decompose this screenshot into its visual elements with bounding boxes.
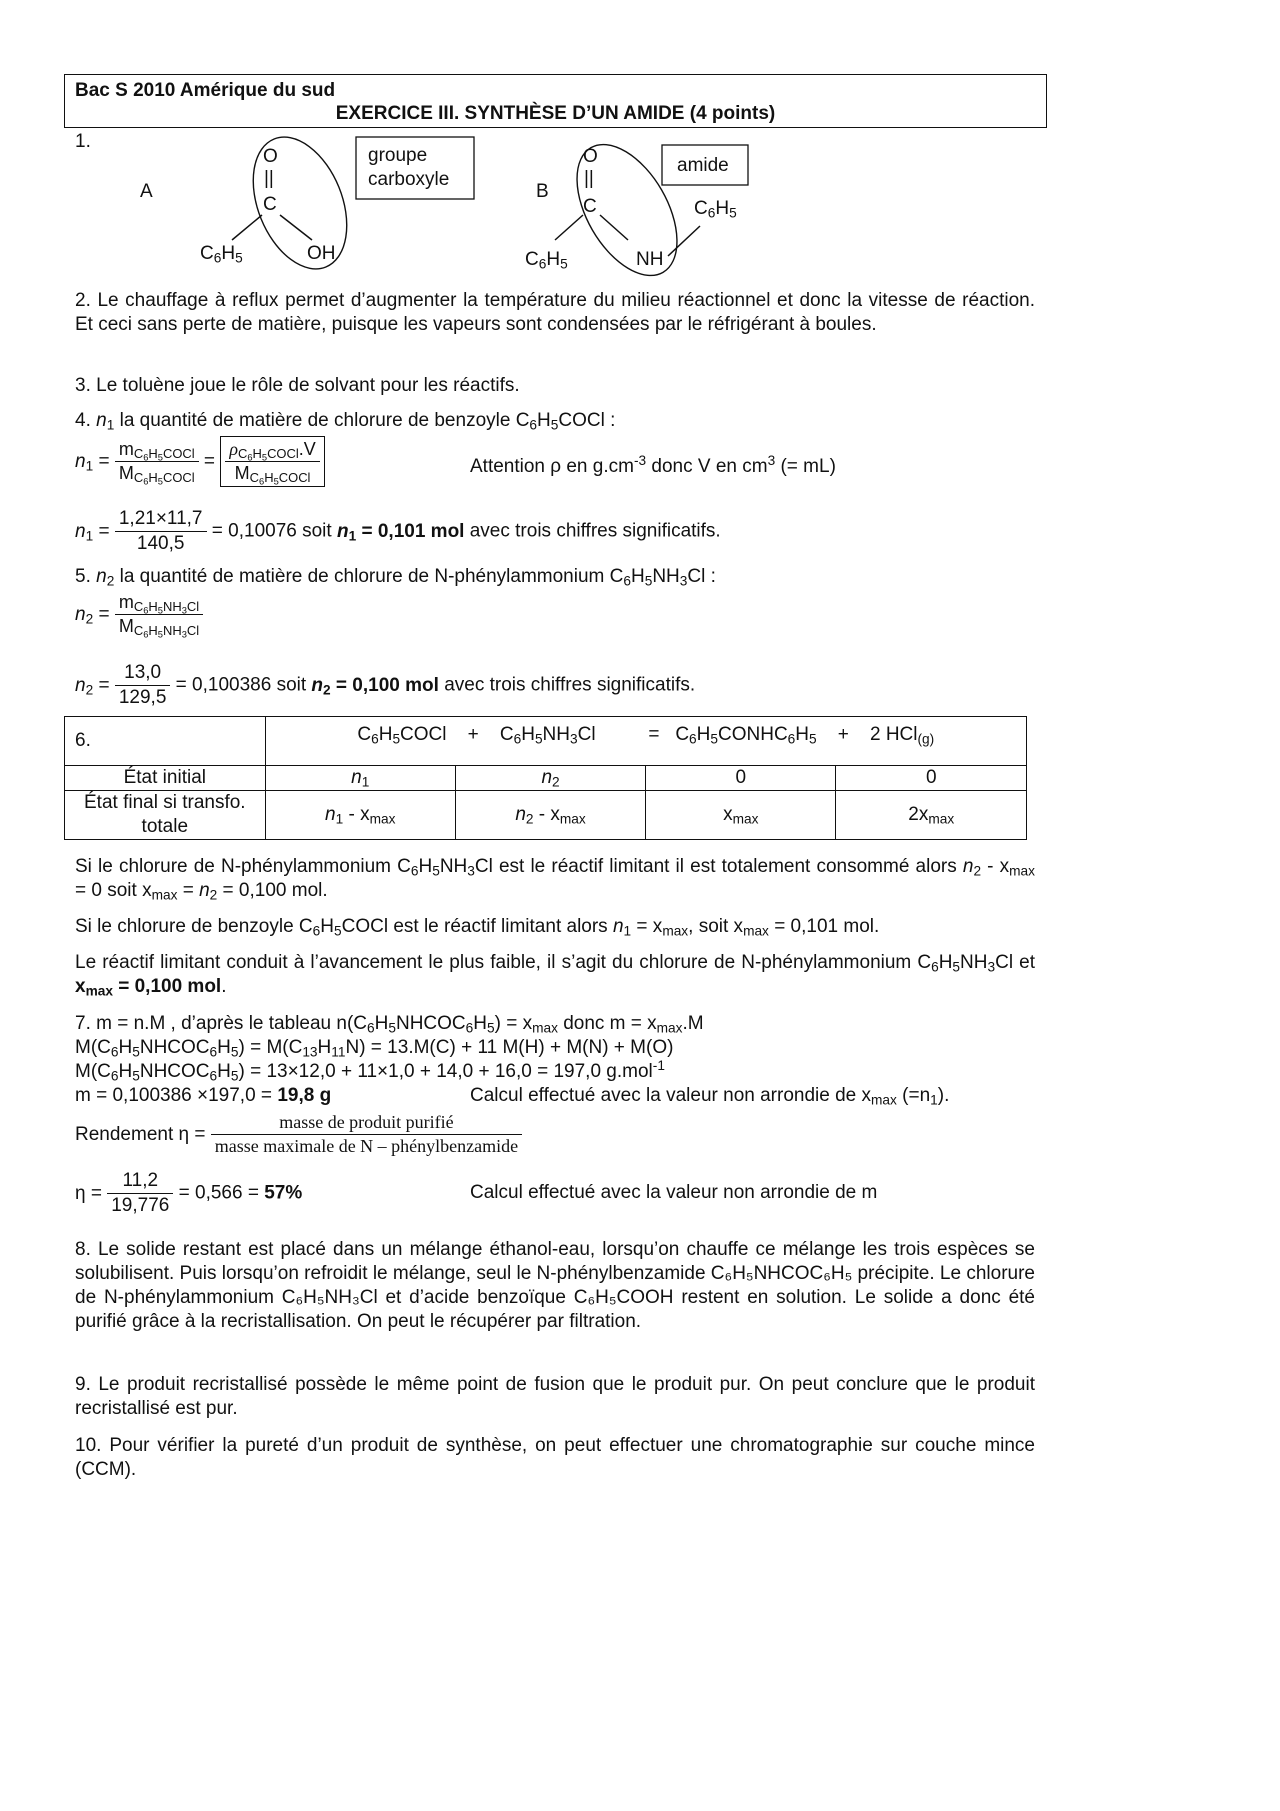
q8-paragraph: 8. Le solide restant est placé dans un mélange éthanol-eau, lorsqu’on chauffe ce mélange les trois espèces se solubilisent. Puis lorsqu’on refroidit le mélange, seul le N-phénylbenzamide C₆H₅NHCOC₆H₅ précipite. Le chlorure de N-phénylammonium C₆H₅NH₃Cl et d’acide benzoïque C₆H₅COOH restent en solution. Le solide a donc été purifié grâce à la recristallisation. On peut le récupérer par filtration. (75, 1239, 1035, 1332)
mol-b-carbon: C (583, 196, 597, 217)
q4-formula: $n_1$ = $\frac{m_{C_6H_5COCl}}{M_{C_6H_5COCl}}$ = $\frac{\rho_{C_6H_5COCl}.V}{M_{C_6H_5COCl}}$ (75, 436, 325, 506)
q7-line-2: $M(C_6H_5NHCOC_6H_5) = M(C_{13}H_{11}N) = 13.M(C) + 11$ M(H) + M(N) + M(O) (75, 1037, 674, 1060)
mol-a-bond-right (280, 215, 312, 240)
reaction-equation: $C_6H_5COCl$ + $C_6H_5NH_3Cl$ = $C_6H_5CONHC_6H_5$ + 2 HCl$_{(g)}$ (265, 717, 1026, 766)
q1-number: 1. (75, 131, 91, 152)
mol-b-oxygen: O (583, 146, 598, 167)
mol-b-c6h5-right: $C_6H_5$ (694, 198, 737, 221)
mol-a-oxygen: O (263, 146, 278, 167)
mol-a-double-bond: || (264, 168, 274, 189)
row-initial-label: État initial (65, 766, 266, 791)
mol-b-bond-nh-c6h5 (668, 226, 700, 256)
cell-final-n2: $n_2 - x_{max}$ (455, 791, 645, 840)
cell-initial-n2: $n_2$ (455, 766, 645, 791)
cell-initial-hcl: 0 (836, 766, 1027, 791)
exercise-title: EXERCICE III. SYNTHÈSE D’UN AMIDE (4 points) (335, 103, 776, 124)
exam-source: Bac S 2010 Amérique du sud (75, 80, 336, 101)
mol-a-oh: OH (307, 243, 336, 264)
mol-b-nh: NH (636, 249, 664, 270)
mol-b-bond-right (600, 215, 628, 240)
mol-a-carboxyl-ellipse (235, 123, 365, 282)
q7-line-4: m = 0,100386 ×197,0 = 19,8 g (75, 1085, 332, 1106)
mol-a-c6h5: $C_6H_5$ (200, 243, 243, 266)
q4-calculation: $n_1$ = $\frac{1,21\times 11,7}{140,5}$ = 0,10076 soit $n_1 = 0,101$ mol avec trois chiffres significatifs. (75, 508, 721, 554)
q6-paragraph-1: Si le chlorure de N-phénylammonium $C_6H_5NH_3Cl$ est le réactif limitant il est totalement consommé alors $n_2 - x_{max} = 0$ soit $x_{max} = n_2 = 0,100$ mol. (75, 856, 1035, 903)
mol-a-carbon: C (263, 194, 277, 215)
row-final-label: État final si transfo. totale (65, 791, 266, 840)
q5-calculation: $n_2$ = $\frac{13,0}{129,5}$ = 0,100386 soit $n_2 = 0,100$ mol avec trois chiffres significatifs. (75, 662, 696, 708)
mol-b-c6h5-left: $C_6H_5$ (525, 249, 568, 272)
q7-yield-calculation: η = $\frac{11,2}{19,776}$ = 0,566 = 57% (75, 1170, 303, 1216)
q5-intro: 5. $n_2$ la quantité de matière de chlorure de N-phénylammonium $C_6H_5NH_3Cl$ : (75, 566, 716, 589)
q10-paragraph: 10. Pour vérifier la pureté d’un produit de synthèse, on peut effectuer une chromatographie sur couche mince (CCM). (75, 1435, 1035, 1480)
cell-final-product: $x_{max}$ (646, 791, 836, 840)
mol-b-double-bond: || (584, 168, 594, 189)
carboxyl-group-label: groupe carboxyle (368, 145, 450, 190)
q4-unit-note: Attention ρ en $g.cm^{-3}$ donc V en $cm^3$ (= mL) (470, 453, 836, 477)
mol-a-letter: A (140, 181, 153, 202)
q3-paragraph: 3. Le toluène joue le rôle de solvant pour les réactifs. (75, 375, 520, 396)
cell-initial-n1: $n_1$ (265, 766, 455, 791)
q6-paragraph-3: Le réactif limitant conduit à l’avancement le plus faible, il s’agit du chlorure de N-phénylammonium $C_6H_5NH_3Cl$ et $x_{max} = 0,100$ mol. (75, 952, 1035, 999)
mol-b-amide-ellipse (556, 128, 697, 290)
q7-note-2: Calcul effectué avec la valeur non arrondie de m (470, 1182, 878, 1203)
q2-paragraph: 2. Le chauffage à reflux permet d’augmenter la température du milieu réactionnel et donc la vitesse de réaction. Et ceci sans perte de matière, puisque les vapeurs sont condensées par le réfrigérant à boules. (75, 290, 1035, 335)
q9-paragraph: 9. Le produit recristallisé possède le même point de fusion que le produit pur. On peut conclure que le produit recristallisé est pur. (75, 1374, 1035, 1419)
q6-number: 6. (65, 717, 266, 766)
amide-group-label: amide (677, 155, 729, 176)
q7-line-3: $M(C_6H_5NHCOC_6H_5) = 13\times 12,0 + 11\times 1,0 + 14,0 + 16,0 = 197,0$ g.mol$^{-1}$ (75, 1058, 665, 1084)
cell-final-hcl: $2x_{max}$ (836, 791, 1027, 840)
mol-b-letter: B (536, 181, 549, 202)
mol-a-bond-left (232, 215, 262, 240)
eq-product-2: 2 HCl$_{(g)}$ (869, 724, 935, 747)
q5-formula: $n_2$ = $\frac{m_{C_6H_5NH_3Cl}}{M_{C_6H_5NH_3Cl}}$ (75, 592, 203, 637)
reaction-progress-table (64, 716, 1027, 840)
q4-intro: 4. $n_1$ la quantité de matière de chlorure de benzoyle $C_6H_5COCl$ : (75, 410, 616, 433)
eq-reactant-1: $C_6H_5COCl$ (357, 724, 447, 747)
mol-b-bond-left (555, 215, 583, 240)
q1-structure-drawing (0, 0, 1101, 290)
q7-line-1: 7. m = n.M , d’après le tableau $n(C_6H_5NHCOC_6H_5) = x_{max}$ donc $m = x_{max}.M$ (75, 1013, 704, 1036)
cell-final-n1: $n_1 - x_{max}$ (265, 791, 455, 840)
q7-note-1: Calcul effectué avec la valeur non arrondie de $x_{max}$ $(=n_1)$. (470, 1085, 950, 1108)
q7-yield-formula: Rendement η = $\frac{\text{masse de produit purifié}}{\text{masse maximale de N – phénylbenzamide}}$ (75, 1112, 522, 1157)
q6-paragraph-2: Si le chlorure de benzoyle $C_6H_5COCl$ est le réactif limitant alors $n_1 = x_{max}$, soit $x_{max} = 0,101$ mol. (75, 916, 880, 939)
cell-initial-product: 0 (646, 766, 836, 791)
eq-reactant-2: $C_6H_5NH_3Cl$ (499, 724, 596, 747)
eq-product-1: $C_6H_5CONHC_6H_5$ (675, 724, 817, 747)
